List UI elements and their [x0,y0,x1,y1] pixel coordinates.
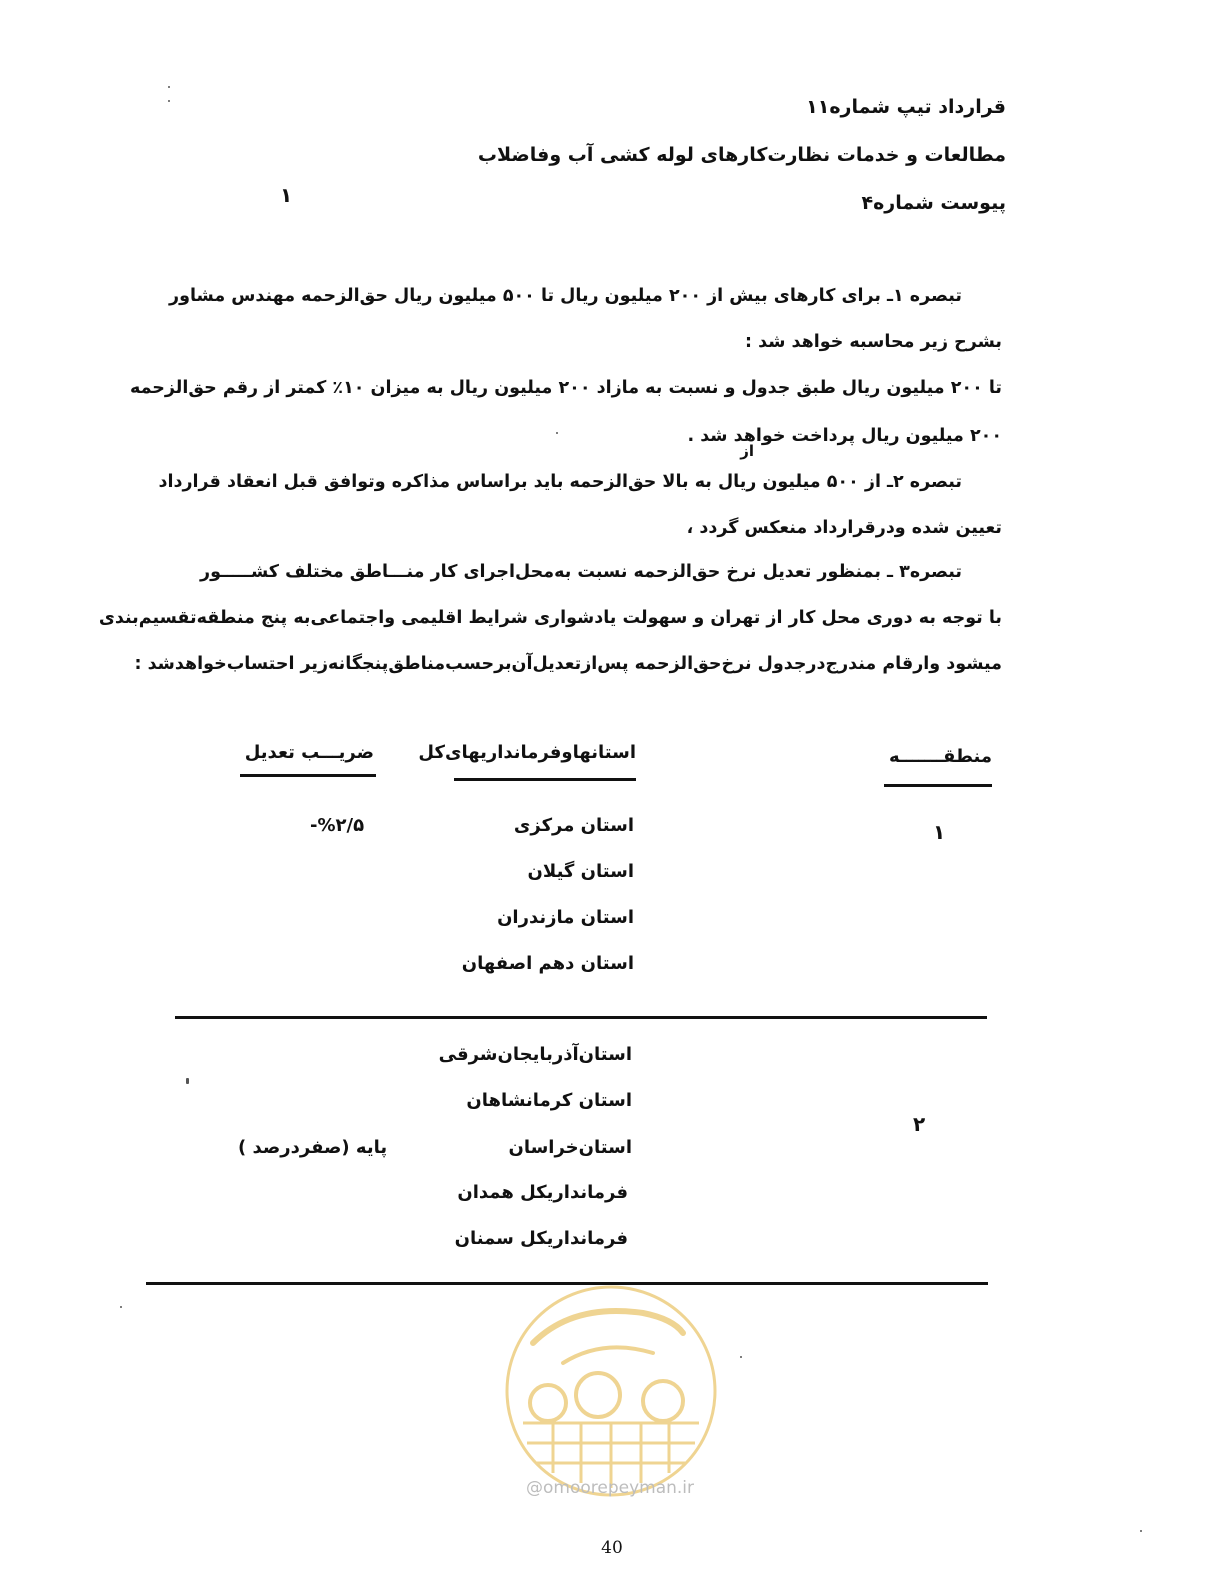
watermark-logo [503,1283,719,1499]
page-marker: ۱ [280,183,293,207]
note1-line1: تبصره ۱ـ برای کارهای بیش از ۲۰۰ میلیون ریال تا ۵۰۰ میلیون ریال حق‌الزحمه مهندس مشاور [169,286,962,306]
zone-1-province: استان دهم اصفهان [461,953,634,974]
note2-line1: تبصره ۲ـ از ۵۰۰ میلیون ریال به بالا حق‌الزحمه باید براساس مذاکره وتوافق قبل انعقاد قرارداد [158,472,962,492]
contract-type-heading: قرارداد تیپ شماره۱۱ [806,96,1006,118]
scan-speck [168,100,170,102]
zone-1-province: استان مرکزی [513,815,634,836]
zone-1-province: استان گیلان [527,861,634,882]
zone-1-province: استان مازندران [497,907,634,928]
coefficient-header-underline [240,774,376,777]
column-header-zone: منطقـــــــه [889,746,992,767]
column-header-coefficient: ضریـــب تعدیل [244,742,374,763]
scan-speck [120,1306,122,1308]
contract-subject-heading: مطالعات و خدمات نظارت‌کارهای لوله کشی آب وفاضلاب [477,144,1006,166]
note3-line2: با توجه به دوری محل کار از تهران و سهولت یادشواری شرایط اقلیمی واجتماعی‌به پنج منطقه‌تقسیم‌بندی [98,608,1002,628]
watermark-url: @omoorepeyman.ir [525,1478,695,1498]
note2-insertion: از [740,442,754,460]
appendix-heading: پیوست شماره۴ [861,192,1006,214]
zone-2-number: ۲ [913,1112,926,1136]
zone-1-number: ۱ [933,820,946,844]
page-number: 40 [601,1538,623,1558]
scan-speck [1140,1530,1142,1532]
zone-2-province: استان‌آذربایجان‌شرقی [438,1044,632,1065]
zone-2-province: فرمانداریکل همدان [457,1182,628,1203]
scan-speck [556,432,558,434]
zone-2-province: استان‌خراسان [508,1137,632,1158]
note1-line2: بشرح زیر محاسبه خواهد شد : [745,332,1002,352]
zone-1-coefficient: %۲/۵- [310,815,365,836]
provinces-header-underline [454,778,636,781]
zone-2-coefficient: پایه (صفردرصد ) [238,1137,388,1158]
scan-speck [186,1078,189,1084]
scan-speck [168,86,170,88]
note1-line4: ۲۰۰ میلیون ریال پرداخت خواهد شد . [687,426,1002,446]
zone-2-province: فرمانداریکل سمنان [454,1228,628,1249]
zone-header-underline [884,784,992,787]
column-header-provinces: استانهاوفرمانداریهای‌کل [418,742,636,763]
note2-line2: تعیین شده ودرقرارداد منعکس گردد ، [686,518,1002,538]
zone-2-province: استان کرمانشاهان [466,1090,632,1111]
scan-speck [740,1356,742,1358]
table-row-divider [175,1016,987,1019]
note1-line3: تا ۲۰۰ میلیون ریال طبق جدول و نسبت به مازاد ۲۰۰ میلیون ریال به میزان ۱۰٪ کمتر از رقم حق‌الزحمه [129,378,1002,398]
note3-line1: تبصره۳ ـ بمنظور تعدیل نرخ حق‌الزحمه نسبت به‌محل‌اجرای کار منـــاطق مختلف کشـــــور [200,562,962,582]
note3-line3: میشود وارقام مندرج‌درجدول نرخ‌حق‌الزحمه پس‌ازتعدیل‌آن‌برحسب‌مناطق‌پنجگانه‌زیر احتساب‌خواهدشد : [134,654,1002,674]
